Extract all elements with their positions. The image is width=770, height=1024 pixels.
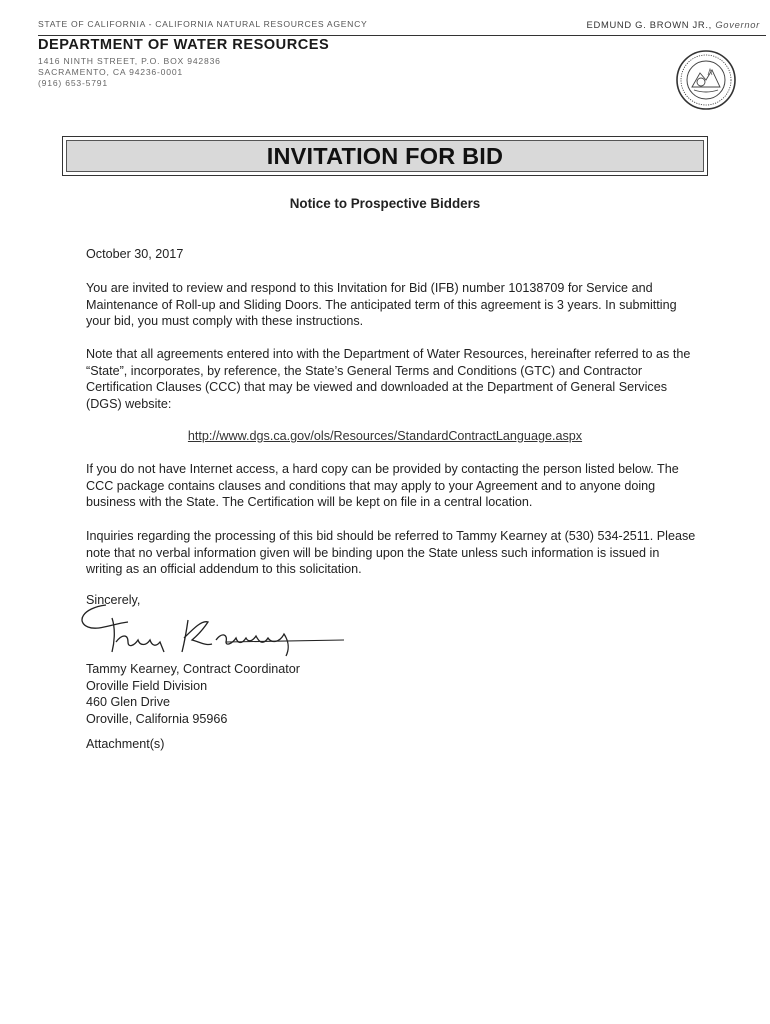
notice-heading: Notice to Prospective Bidders bbox=[289, 196, 481, 211]
governor-title: Governor bbox=[715, 19, 760, 30]
closing-salutation: Sincerely, bbox=[86, 593, 141, 607]
invitation-banner bbox=[62, 136, 708, 176]
signer-name-title: Tammy Kearney, Contract Coordinator bbox=[86, 662, 300, 676]
handwritten-signature bbox=[76, 600, 346, 662]
letter-date: October 30, 2017 bbox=[86, 247, 184, 261]
paragraph-invitation: You are invited to review and respond to this Invitation for Bid (IFB) number 10138709 for Service and Maintenance of Roll-up and Sliding Doors. The anticipated term of this agreement is 3 years. In submitting your bid, you must comply with these instructions. bbox=[86, 281, 677, 328]
letterhead-top-rule bbox=[38, 17, 766, 36]
governor-line bbox=[587, 19, 760, 30]
state-seal-icon bbox=[675, 49, 737, 111]
signer-city: Oroville, California 95966 bbox=[86, 711, 228, 726]
paragraph-inquiries: Inquiries regarding the processing of this bid should be referred to Tammy Kearney at (530) 534-2511. Please note that no verbal information given will be binding upon the State unless such information is issued in writing as an official addendum to this solicitation. bbox=[86, 529, 696, 576]
banner-title: INVITATION FOR BID bbox=[266, 143, 504, 169]
address-city: SACRAMENTO, CA 94236-0001 bbox=[38, 67, 183, 77]
paragraph-agreements: Note that all agreements entered into with the Department of Water Resources, hereinafter referred to as the “State”, incorporates, by reference, the State’s General Terms and Conditions (GTC) and Contractor Certification Clauses (CCC) that may be viewed and downloaded at the Department of General Services (DGS) website: bbox=[86, 347, 691, 411]
address-street: 1416 NINTH STREET, P.O. BOX 942836 bbox=[38, 56, 221, 66]
department-name: DEPARTMENT OF WATER RESOURCES bbox=[38, 37, 330, 53]
address-phone: (916) 653-5791 bbox=[38, 78, 108, 88]
paragraph-hard-copy: If you do not have Internet access, a hard copy can be provided by contacting the person listed below. The CCC package contains clauses and conditions that may apply to your Agreement and to anyone doing business with the State. The Certification will be kept on file in a central location. bbox=[86, 462, 679, 509]
signer-division: Oroville Field Division bbox=[86, 678, 208, 693]
dgs-website-link[interactable]: http://www.dgs.ca.gov/ols/Resources/StandardContractLanguage.aspx bbox=[187, 429, 583, 443]
signature-block bbox=[86, 661, 300, 727]
agency-line: STATE OF CALIFORNIA - CALIFORNIA NATURAL RESOURCES AGENCY bbox=[38, 19, 368, 29]
signer-street: 460 Glen Drive bbox=[86, 695, 170, 709]
attachment-note: Attachment(s) bbox=[86, 737, 165, 751]
governor-name: EDMUND G. BROWN JR., bbox=[586, 19, 712, 30]
